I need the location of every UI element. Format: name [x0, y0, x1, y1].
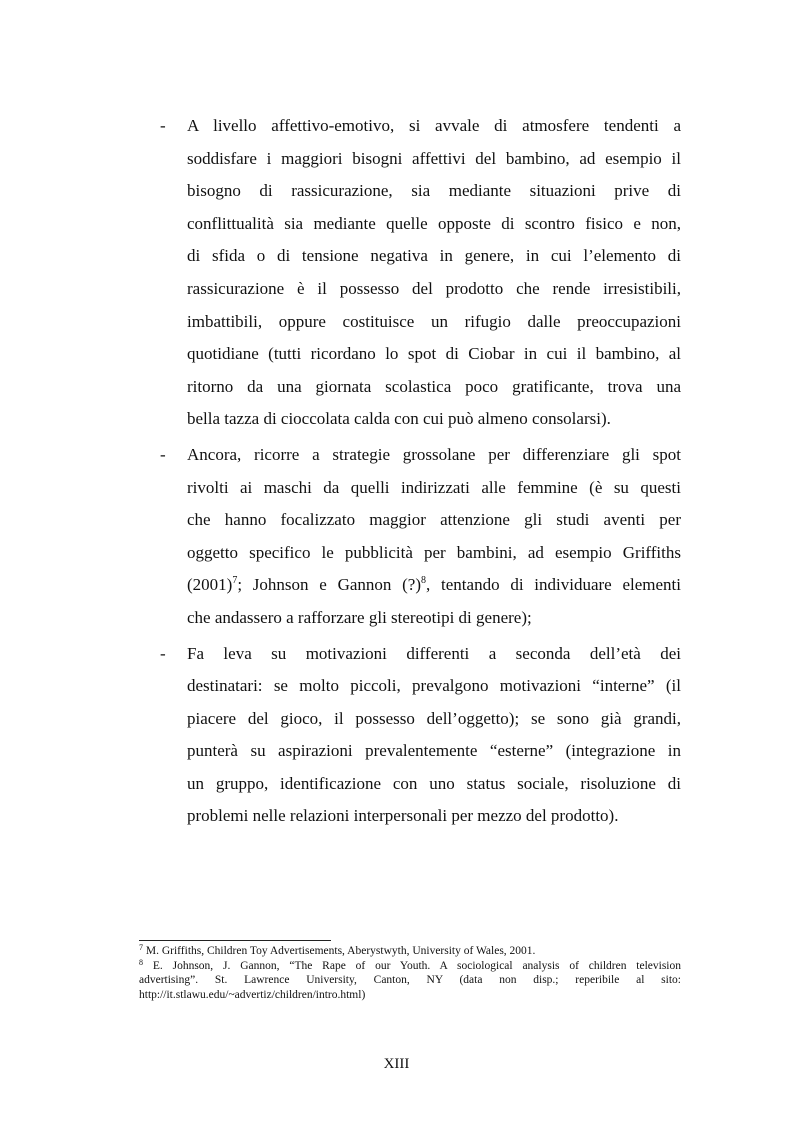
bullet-item-gender	[0, 439, 793, 635]
footnote-ref-8[interactable]: 8	[421, 575, 427, 587]
footnote-line	[139, 944, 681, 959]
footnote-7	[139, 944, 681, 959]
bullet-list	[0, 110, 793, 836]
text-line: A livello affettivo-emotivo, si avvale di atmosfere tendenti a	[187, 116, 681, 135]
footnote-url-line[interactable]: http://it.stlawu.edu/~advertiz/children/intro.html)	[139, 988, 366, 1001]
text-fragment: , tentando di individuare elementi	[426, 575, 681, 595]
footnote-line	[139, 959, 681, 974]
page-number: XIII	[383, 1056, 410, 1072]
footnote-text: M. Griffiths, Children Toy Advertisements, Aberystwyth, University of Wales, 2001.	[145, 945, 536, 957]
footnote-separator	[139, 940, 331, 941]
footnote-number: 8	[139, 957, 143, 967]
text-line: che andassero a rafforzare gli stereotipi di genere);	[187, 607, 532, 627]
bullet-dash: -	[160, 444, 166, 464]
footnote-line: advertising”. St. Lawrence University, Canton, NY (data non disp.; reperibile al sito:	[139, 974, 681, 986]
footnote-number: 7	[139, 943, 143, 952]
bullet-dash: -	[160, 116, 166, 135]
text-line: oggetto specifico le pubblicità per bambini, ad esempio Griffiths	[187, 542, 681, 562]
text-line: rivolti ai maschi da quelli indirizzati alle femmine (è su questi	[187, 477, 681, 497]
footnotes	[139, 944, 681, 1002]
bullet-paragraph	[187, 110, 681, 436]
text-line: piacere del gioco, il possesso dell’oggetto); se sono già grandi,	[187, 708, 681, 728]
text-line: rassicurazione è il possesso del prodotto che rende irresistibili,	[187, 278, 681, 298]
text-line: Fa leva su motivazioni differenti a seconda dell’età dei	[187, 643, 681, 663]
text-line: soddisfare i maggiori bisogni affettivi del bambino, ad esempio il	[187, 148, 681, 168]
text-line: che hanno focalizzato maggior attenzione gli studi aventi per	[187, 510, 681, 530]
footnote-text: E. Johnson, J. Gannon, “The Rape of our Youth. A sociological analysis of children television	[152, 959, 682, 972]
bullet-dash: -	[160, 643, 166, 663]
text-line: imbattibili, oppure costituisce un rifugio dalle preoccupazioni	[187, 311, 681, 331]
text-line: ritorno da una giornata scolastica poco gratificante, trova una	[187, 376, 681, 396]
text-line: punterà su aspirazioni prevalentemente “esterne” (integrazione in	[187, 741, 681, 761]
text-line: problemi nelle relazioni interpersonali per mezzo del prodotto).	[187, 806, 619, 826]
text-fragment: (2001)	[187, 575, 233, 595]
text-line: bella tazza di cioccolata calda con cui può almeno consolarsi).	[187, 409, 611, 429]
bullet-paragraph	[187, 638, 681, 834]
text-line: destinatari: se molto piccoli, prevalgono motivazioni “interne” (il	[187, 676, 681, 696]
bullet-item-emotional	[0, 110, 793, 436]
text-line: Ancora, ricorre a strategie grossolane per differenziare gli spot	[187, 444, 681, 464]
bullet-paragraph	[187, 439, 681, 635]
footnote-8	[139, 959, 681, 1003]
text-line: conflittualità sia mediante quelle opposte di scontro fisico e non,	[187, 213, 681, 233]
text-line-with-footnote-refs	[187, 569, 681, 602]
footnote-ref-7[interactable]: 7	[232, 575, 238, 587]
bullet-item-motivation	[0, 638, 793, 834]
text-line: di sfida o di tensione negativa in genere, in cui l’elemento di	[187, 246, 681, 266]
text-fragment: ; Johnson e Gannon (?)	[237, 575, 422, 595]
text-line: un gruppo, identificazione con uno status sociale, risoluzione di	[187, 773, 681, 793]
text-line: quotidiane (tutti ricordano lo spot di Ciobar in cui il bambino, al	[187, 344, 681, 364]
text-line: bisogno di rassicurazione, sia mediante situazioni prive di	[187, 181, 681, 201]
